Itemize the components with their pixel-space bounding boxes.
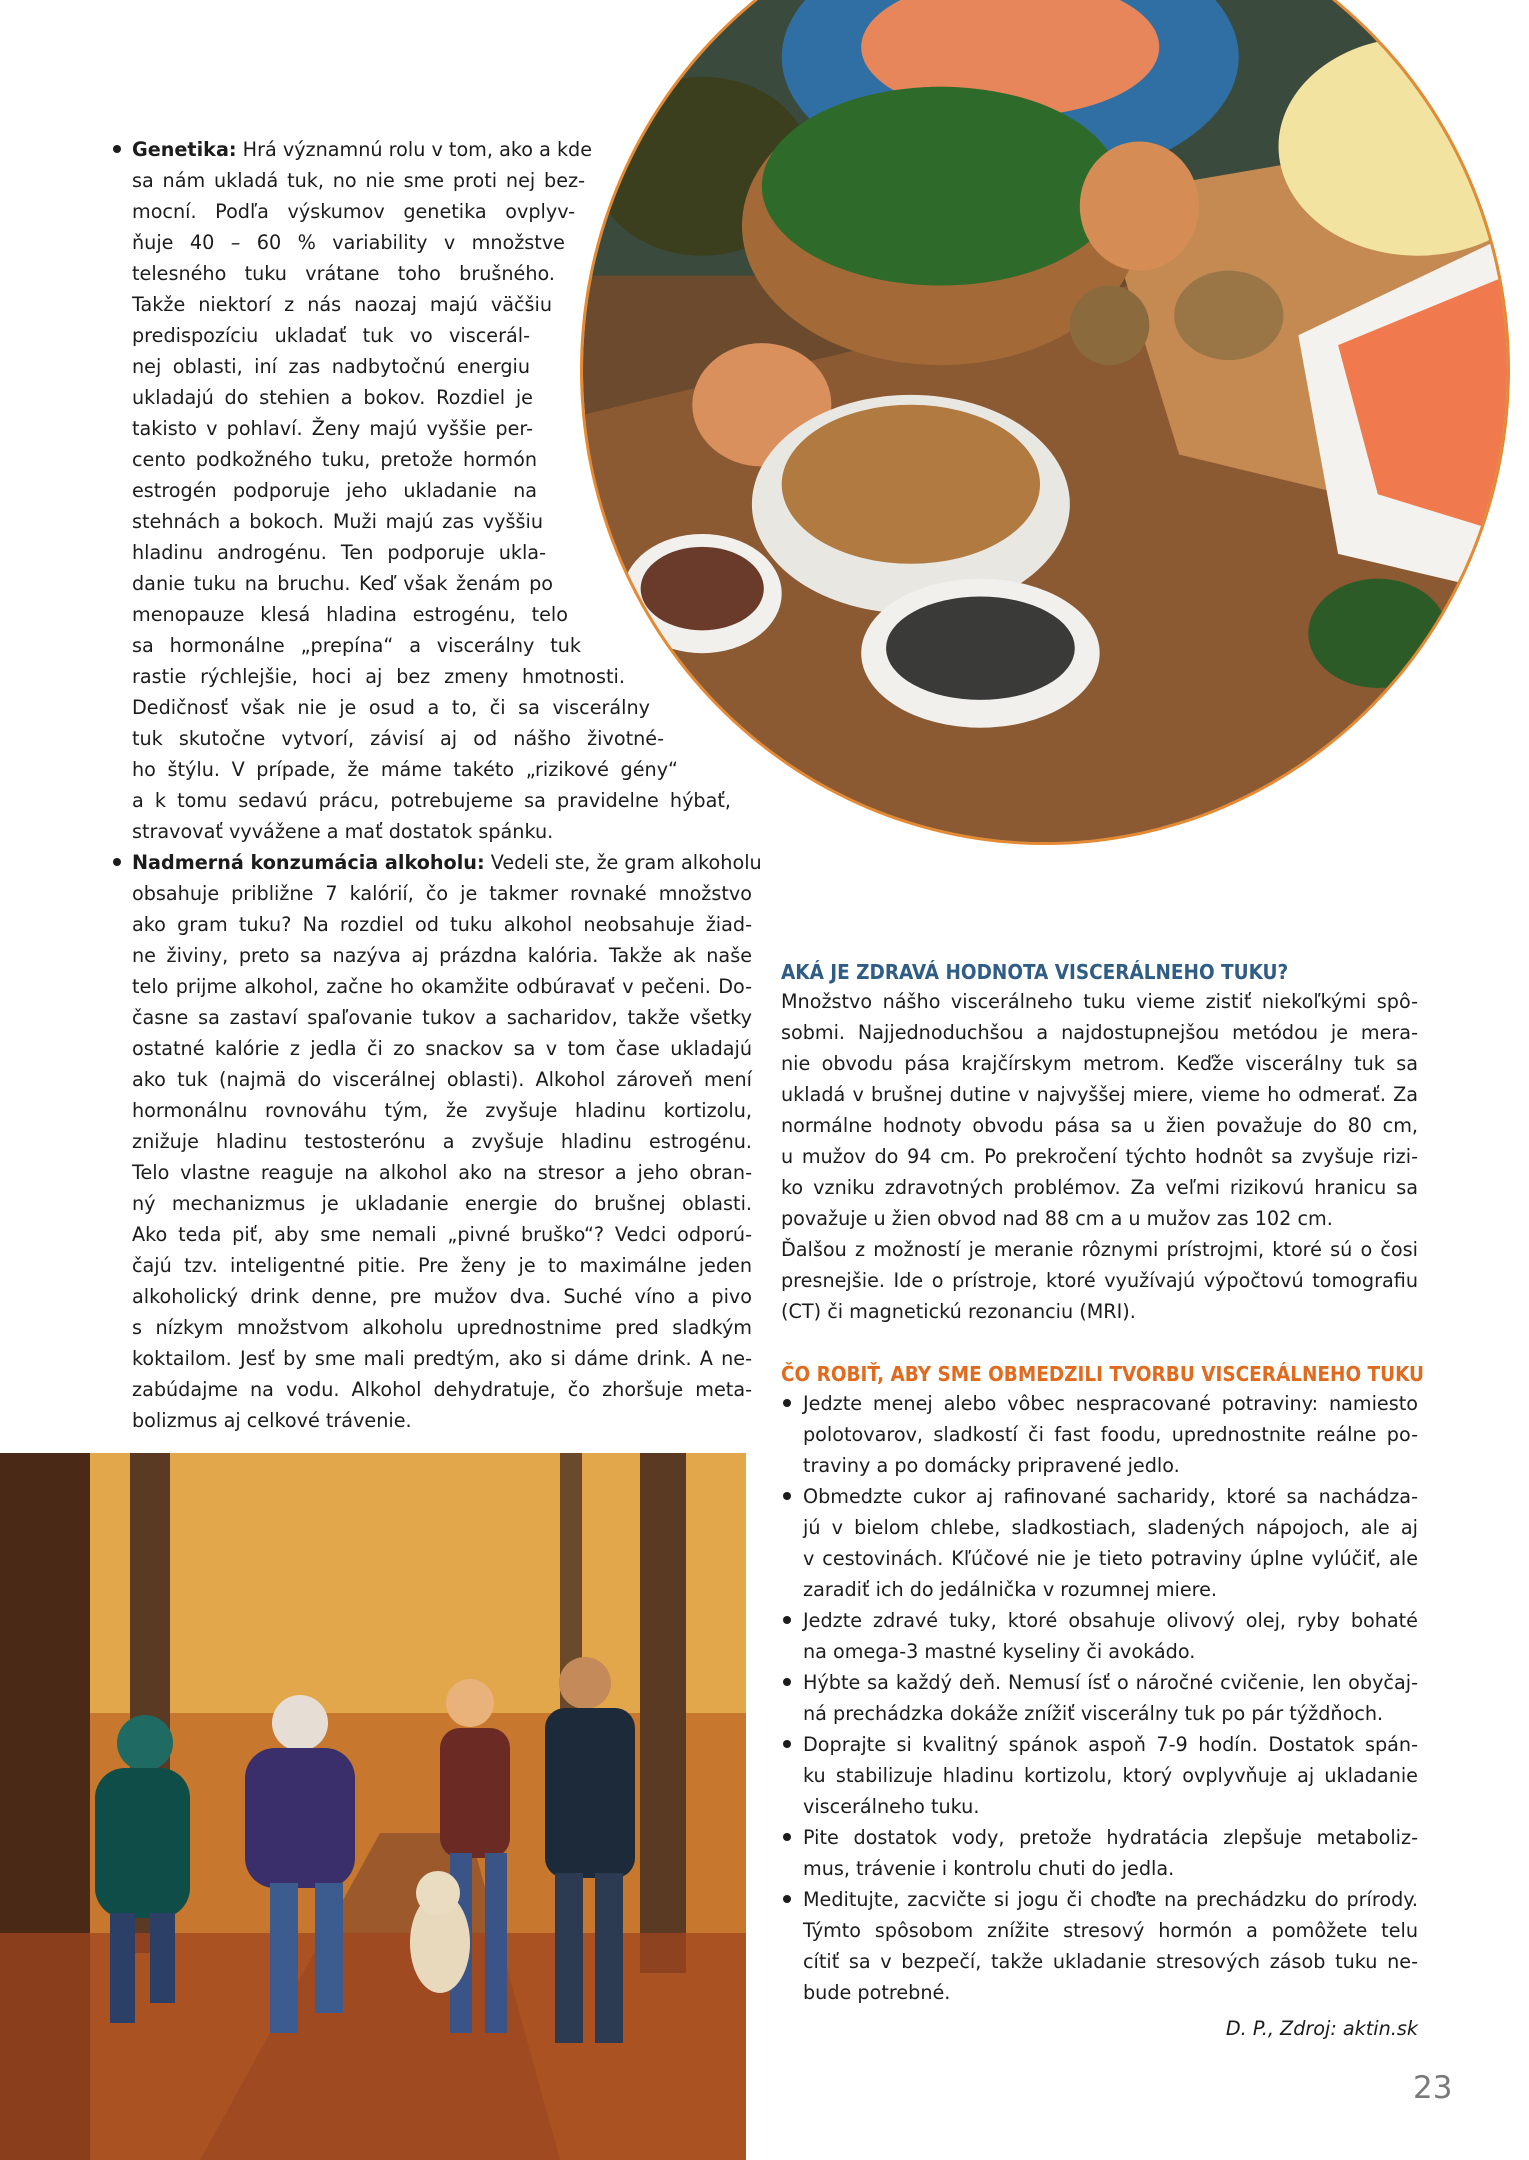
genetika-item: Genetika: Hrá významnú rolu v tom, ako a kde sa nám ukladá tuk, no nie sme proti nej bez- mocní. Podľa výskumov genetika ovplyv- ňuje 40 – 60 % variability v množstve telesného tuku vrátane toho brušného. Takže niektorí z nás naozaj majú väčšiu predispozíciu ukladať tuk vo viscerál- nej oblasti, iní zas nadbytočnú energiu ukladajú do stehien a bokov. Rozdiel je takisto v pohlaví. Ženy majú vyššie per- cento podkožného tuku, pretože hormón estrogén podporuje jeho ukladanie na stehnách a bokoch. Muži majú zas vyššiu hladinu androgénu. Ten podporuje ukla- danie tuku na bruchu. Keď však ženám po menopauze klesá hladina estrogénu, telo sa hormonálne „prepína“ a viscerálny tuk rastie rýchlejšie, hoci aj bez zmeny hmotnosti. Dedičnosť však nie je osud a to, či sa viscerálny tuk skutočne vytvorí, závisí aj od nášho životné- ho štýlu. V prípade, že máme takéto „rizikové gény“ a k tomu sedavú prácu, potrebujeme sa pravidelne hýbať, stravovať vyvážene a mať dostatok spánku.	[111, 134, 752, 847]
page-number: 23	[1413, 2070, 1453, 2106]
text-line: Ako teda piť, aby sme nemali „pivné bruško“? Vedci odporú-	[132, 1223, 752, 1246]
heading-healthy-value: AKÁ JE ZDRAVÁ HODNOTA VISCERÁLNEHO TUKU?	[781, 960, 1289, 984]
text-line: tuk skutočne vytvorí, závisí aj od nášho životné-	[132, 727, 664, 750]
heading-what-to-do: ČO ROBIŤ, ABY SME OBMEDZILI TVORBU VISCERÁLNEHO TUKU	[781, 1362, 1425, 1386]
text-line: mus, trávenie i kontrolu chuti do jedla.	[803, 1857, 1175, 1880]
left-column	[111, 134, 762, 1436]
tip-item	[781, 1822, 1418, 1884]
text-line: koktailom. Jesť by sme mali predtým, ako si dáme drink. A ne-	[132, 1347, 752, 1370]
text-line: telesného tuku vrátane toho brušného.	[132, 262, 555, 285]
text-line: cítiť sa v bezpečí, takže ukladanie stresových zásob tuku ne-	[803, 1950, 1418, 1973]
text-line: s nízkym množstvom alkoholu uprednostnime pred sladkým	[132, 1316, 752, 1339]
text-line: nie obvodu pása krajčírskym metrom. Keďže viscerálny tuk sa	[781, 1052, 1418, 1075]
text-line: Ďalšou z možností je meranie rôznymi prístrojmi, ktoré sú o čosi	[781, 1238, 1418, 1261]
text-line: považuje u žien obvod nad 88 cm a u mužov zas 102 cm.	[781, 1207, 1333, 1230]
text-line: obsahuje približne 7 kalórií, čo je takmer rovnaké množstvo	[132, 882, 752, 905]
text-line: Jedzte zdravé tuky, ktoré obsahuje olivový olej, ryby bohaté	[803, 1609, 1418, 1632]
text-line: (CT) či magnetickú rezonanciu (MRI).	[781, 1300, 1136, 1323]
text-line: jú v bielom chlebe, sladkostiach, sladených nápojoch, ale aj	[803, 1516, 1418, 1539]
text-line: sa hormonálne „prepína“ a viscerálny tuk	[132, 634, 581, 657]
text-line: stravovať vyvážene a mať dostatok spánku.	[132, 820, 554, 843]
text-line: nej oblasti, iní zas nadbytočnú energiu	[132, 355, 530, 378]
text-line: traviny a po domácky pripravené jedlo.	[803, 1454, 1180, 1477]
text-line: ku stabilizuje hladinu kortizolu, ktorý ovplyvňuje aj ukladanie	[803, 1764, 1418, 1787]
alkohol-term: Nadmerná konzumácia alkoholu:	[132, 851, 485, 874]
text-line: ko vzniku zdravotných problémov. Za veľmi rizikovú hranicu sa	[781, 1176, 1418, 1199]
text-line: ukladá v brušnej dutine v najvyššej miere, vieme ho odmerať. Za	[781, 1083, 1418, 1106]
source-credit: D. P., Zdroj: aktin.sk	[1225, 2017, 1418, 2040]
text-line: v cestovinách. Kľúčové nie je tieto potraviny úplne vylúčiť, ale	[803, 1547, 1418, 1570]
text-line: estrogén podporuje jeho ukladanie na	[132, 479, 537, 502]
text-line: Doprajte si kvalitný spánok aspoň 7-9 hodín. Dostatok spán-	[803, 1733, 1418, 1756]
text-line: a k tomu sedavú prácu, potrebujeme sa pravidelne hýbať,	[132, 789, 731, 812]
text-line: takisto v pohlaví. Ženy majú vyššie per-	[132, 417, 533, 440]
text-line: zabúdajme na vodu. Alkohol dehydratuje, čo zhoršuje meta-	[132, 1378, 752, 1401]
text-line: čajú tzv. inteligentné pitie. Pre ženy je to maximálne jeden	[132, 1254, 752, 1277]
text-line: ako tuk (najmä do viscerálnej oblasti). Alkohol zároveň mení	[132, 1068, 752, 1091]
text-line: ostatné kalórie z jedla či zo snackov sa v tom čase ukladajú	[132, 1037, 752, 1060]
text-line: Takže niektorí z nás naozaj majú väčšiu	[132, 293, 552, 316]
text-line: mocní. Podľa výskumov genetika ovplyv-	[132, 200, 575, 223]
text-line: Jedzte menej alebo vôbec nespracované potraviny: namiesto	[803, 1392, 1418, 1415]
text-line: ná prechádzka dokáže znížiť viscerálny tuk po pár týždňoch.	[803, 1702, 1384, 1725]
text-line: bude potrebné.	[803, 1981, 951, 2004]
alkohol-item: Nadmerná konzumácia alkoholu: Vedeli ste, že gram alkoholu obsahuje približne 7 kalórií, čo je takmer rovnaké množstvo ako gram tuku? Na rozdiel od tuku alkohol neobsahuje žiad- ne živiny, preto sa nazýva aj prázdna kalória. Takže ak naše telo prijme alkohol, začne ho okamžite odbúravať v pečeni. Do- časne sa zastaví spaľovanie tukov a sacharidov, takže všetky ostatné kalórie z jedla či zo snackov sa v tom čase ukladajú ako tuk (najmä do viscerálnej oblasti). Alkohol zároveň mení hormonálnu rovnováhu tým, že zvyšuje hladinu kortizolu, znižuje hladinu testosterónu a zvyšuje hladinu estrogénu. Telo vlastne reaguje na alkohol ako na stresor a jeho obran- ný mechanizmus je ukladanie energie do brušnej oblasti. Ako teda piť, aby sme nemali „pivné bruško“? Vedci odporú- čajú tzv. inteligentné pitie. Pre ženy je to maximálne jeden alkoholický drink denne, pre mužov dva. Suché víno a pivo s nízkym množstvom alkoholu uprednostnime pred sladkým koktailom. Jesť by sme mali predtým, ako si dáme drink. A ne- zabúdajme na vodu. Alkohol dehydratuje, čo zhoršuje meta- bolizmus aj celkové trávenie.	[111, 847, 752, 1436]
text-line: Obmedzte cukor aj rafinované sacharidy, ktoré sa nachádza-	[803, 1485, 1418, 1508]
text-line: sobmi. Najjednoduchšou a najdostupnejšou metódou je mera-	[781, 1021, 1418, 1044]
text-line: cento podkožného tuku, pretože hormón	[132, 448, 537, 471]
tips-list	[781, 1388, 1418, 2008]
right-column	[781, 958, 1425, 2044]
text-line: ňuje 40 – 60 % variability v množstve	[132, 231, 565, 254]
family-autumn-walk-photo	[0, 1453, 746, 2160]
text-line: danie tuku na bruchu. Keď však ženám po	[132, 572, 553, 595]
text-line: telo prijme alkohol, začne ho okamžite odbúravať v pečeni. Do-	[132, 975, 752, 998]
text-line: hladinu androgénu. Ten podporuje ukla-	[132, 541, 546, 564]
tip-item	[781, 1729, 1418, 1822]
paragraph-devices	[781, 1234, 1418, 1327]
text-line: predispozíciu ukladať tuk vo viscerál-	[132, 324, 530, 347]
text-line: časne sa zastaví spaľovanie tukov a sacharidov, takže všetky	[132, 1006, 752, 1029]
tip-item	[781, 1667, 1418, 1729]
text-line: stehnách a bokoch. Muži majú zas vyššiu	[132, 510, 543, 533]
text-line: viscerálneho tuku.	[803, 1795, 980, 1818]
text-line: presnejšie. Ide o prístroje, ktoré využívajú výpočtovú tomografiu	[781, 1269, 1418, 1292]
tip-item	[781, 1605, 1418, 1667]
text-line: Týmto spôsobom znížite stresový hormón a pomôžete telu	[803, 1919, 1418, 1942]
text-line: bolizmus aj celkové trávenie.	[132, 1409, 412, 1432]
genetika-term: Genetika:	[132, 138, 237, 161]
text-line: Pite dostatok vody, pretože hydratácia zlepšuje metaboliz-	[803, 1826, 1418, 1849]
text-line: na omega-3 mastné kyseliny či avokádo.	[803, 1640, 1196, 1663]
text-line: u mužov do 94 cm. Po prekročení týchto hodnôt sa zvyšuje rizi-	[781, 1145, 1418, 1168]
text-line: ne živiny, preto sa nazýva aj prázdna kalória. Takže ak naše	[132, 944, 752, 967]
text-line: ako gram tuku? Na rozdiel od tuku alkohol neobsahuje žiad-	[132, 913, 752, 936]
text-line: sa nám ukladá tuk, no nie sme proti nej bez-	[132, 169, 585, 192]
text-line: Meditujte, zacvičte si jogu či choďte na prechádzku do prírody.	[803, 1888, 1418, 1911]
text-line: ho štýlu. V prípade, že máme takéto „rizikové gény“	[132, 758, 678, 781]
text-line: polotovarov, sladkostí či fast foodu, uprednostnite reálne po-	[803, 1423, 1418, 1446]
text-line: Telo vlastne reaguje na alkohol ako na stresor a jeho obran-	[132, 1161, 752, 1184]
text-line: Dedičnosť však nie je osud a to, či sa viscerálny	[132, 696, 650, 719]
paragraph-measurement	[781, 986, 1418, 1234]
tip-item	[781, 1884, 1418, 2008]
tip-item	[781, 1481, 1418, 1605]
text-line: hormonálnu rovnováhu tým, že zvyšuje hladinu kortizolu,	[132, 1099, 752, 1122]
text-line: normálne hodnoty obvodu pása sa u žien považuje do 80 cm,	[781, 1114, 1418, 1137]
text-line: znižuje hladinu testosterónu a zvyšuje hladinu estrogénu.	[132, 1130, 752, 1153]
text-line: ný mechanizmus je ukladanie energie do brušnej oblasti.	[132, 1192, 752, 1215]
text-line: rastie rýchlejšie, hoci aj bez zmeny hmotnosti.	[132, 665, 625, 688]
text-line: Množstvo nášho viscerálneho tuku vieme zistiť niekoľkými spô-	[781, 990, 1418, 1013]
tip-item	[781, 1388, 1418, 1481]
text-line: Hýbte sa každý deň. Nemusí ísť o náročné cvičenie, len obyčaj-	[803, 1671, 1418, 1694]
text-line: menopauze klesá hladina estrogénu, telo	[132, 603, 568, 626]
text-line: zaradiť ich do jedálnička v rozumnej miere.	[803, 1578, 1218, 1601]
text-line: ukladajú do stehien a bokov. Rozdiel je	[132, 386, 533, 409]
text-line: alkoholický drink denne, pre mužov dva. Suché víno a pivo	[132, 1285, 752, 1308]
